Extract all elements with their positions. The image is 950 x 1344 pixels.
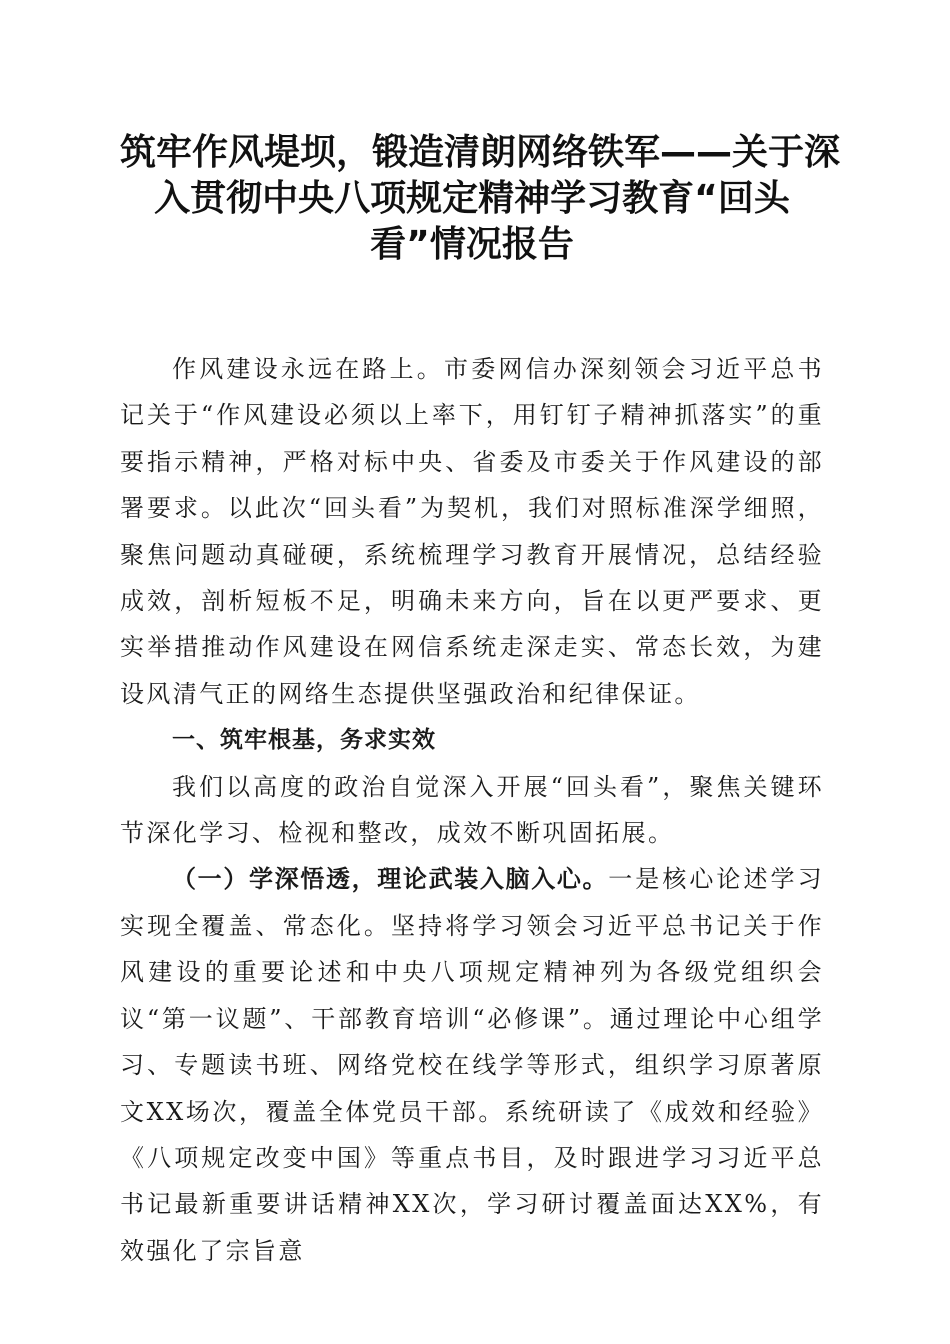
intro-paragraph: 作风建设永远在路上。市委网信办深刻领会习近平总书记关于“作风建设必须以上率下，用钉钉子精神抓落实”的重要指示精神，严格对标中央、省委及市委关于作风建设的部署要求。以此次“回头看”为契机，我们对照标准深学细照，聚焦问题动真碰硬，系统梳理学习教育开展情况，总结经验成效，剖析短板不足，明确未来方向，旨在以更严要求、更实举措推动作风建设在网信系统走深走实、常态长效，为建设风清气正的网络生态提供坚强政治和纪律保证。 — [120, 355, 824, 708]
title-line-3: 看”情况报告 — [370, 224, 574, 265]
title-line-2: 入贯彻中央八项规定精神学习教育“回头 — [154, 178, 790, 219]
document-title — [120, 130, 841, 268]
subsection-1-text: 一是核心论述学习实现全覆盖、常态化。坚持将学习领会习近平总书记关于作风建设的重要论述和中央八项规定精神列为各级党组织会议“第一议题”、干部教育培训“必修课”。通过理论中心组学习、专题读书班、网络党校在线学等形式，组织学习原著原文XX场次，覆盖全体党员干部。系统研读了《成效和经验》《八项规定改变中国》等重点书目，及时跟进学习习近平总书记最新重要讲话精神XX次，学习研讨覆盖面达XX%，有效强化了宗旨意 — [120, 865, 825, 1265]
section-1-paragraph: 我们以高度的政治自觉深入开展“回头看”，聚焦关键环节深化学习、检视和整改，成效不断巩固拓展。 — [120, 772, 824, 848]
document-body — [120, 346, 824, 1274]
subsection-1-paragraph — [120, 856, 824, 1274]
title-line-1: 筑牢作风堤坝，锻造清朗网络铁军——关于深 — [120, 132, 841, 173]
section-1-heading: 一、筑牢根基，务求实效 — [172, 727, 436, 754]
subsection-1-lead: （一）学深悟透，理论武装入脑入心。 — [172, 865, 609, 894]
document-page — [120, 130, 841, 1274]
